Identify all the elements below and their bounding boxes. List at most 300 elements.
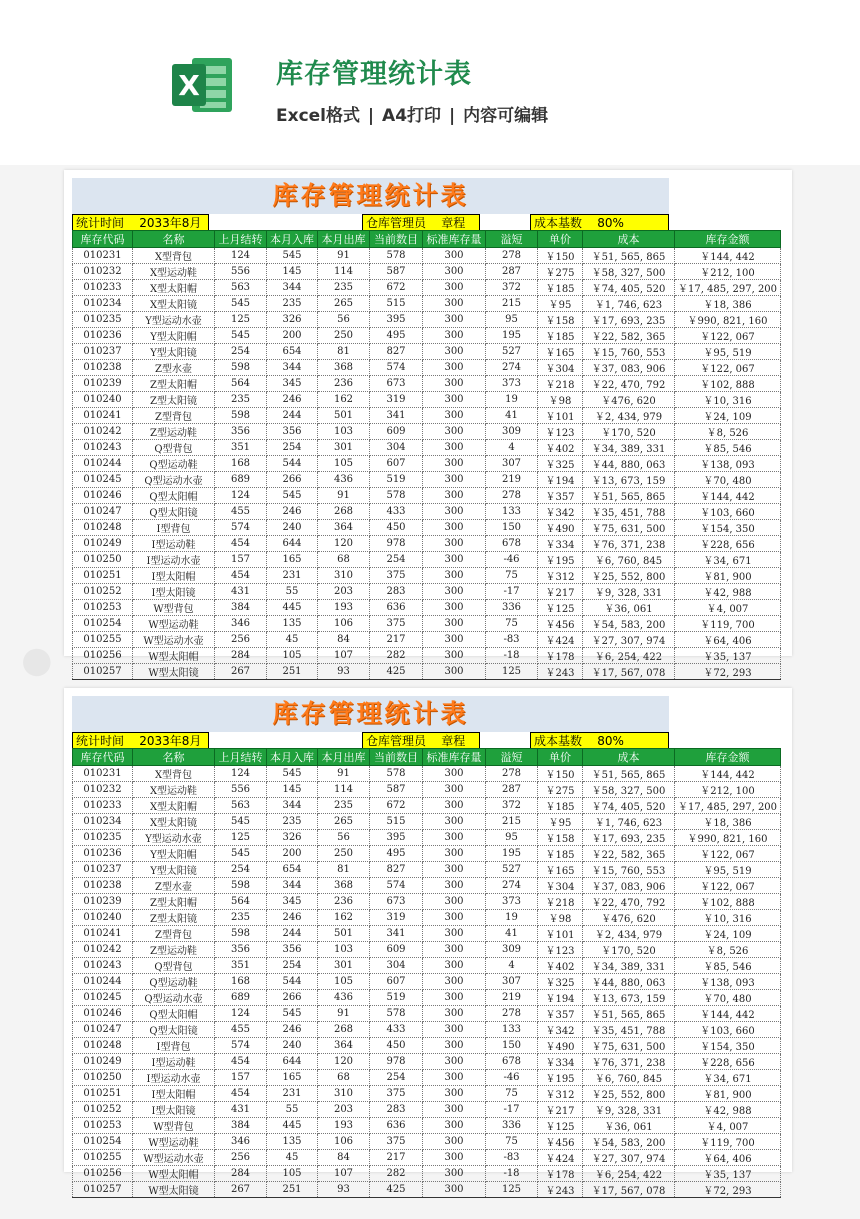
table-cell: I型运动水壶 bbox=[133, 1070, 215, 1086]
table-cell: ￥990, 821, 160 bbox=[675, 830, 781, 846]
table-cell: 010251 bbox=[73, 1086, 133, 1102]
table-cell: Z型太阳帽 bbox=[133, 376, 215, 392]
table-cell: 81 bbox=[318, 344, 370, 360]
table-cell: 300 bbox=[423, 958, 486, 974]
table-cell: 010244 bbox=[73, 456, 133, 472]
table-cell: ￥35, 451, 788 bbox=[583, 504, 675, 520]
table-cell: ￥154, 350 bbox=[675, 520, 781, 536]
table-cell: ￥342 bbox=[538, 504, 583, 520]
table-cell: 010251 bbox=[73, 568, 133, 584]
table-cell: 200 bbox=[267, 846, 318, 862]
table-cell: ￥125 bbox=[538, 1118, 583, 1134]
table-cell: ￥51, 565, 865 bbox=[583, 1006, 675, 1022]
table-cell: W型背包 bbox=[133, 600, 215, 616]
table-cell: ￥9, 328, 331 bbox=[583, 1102, 675, 1118]
column-header: 本月出库 bbox=[318, 231, 370, 248]
table-cell: 75 bbox=[486, 616, 538, 632]
table-cell: ￥342 bbox=[538, 1022, 583, 1038]
table-cell: 364 bbox=[318, 1038, 370, 1054]
table-cell: 545 bbox=[215, 328, 267, 344]
table-row bbox=[73, 926, 781, 942]
table-header-row bbox=[73, 749, 781, 766]
table-cell: ￥476, 620 bbox=[583, 910, 675, 926]
table-cell: 010233 bbox=[73, 798, 133, 814]
table-cell: 125 bbox=[215, 830, 267, 846]
table-cell: 157 bbox=[215, 552, 267, 568]
table-cell: 978 bbox=[370, 536, 423, 552]
table-cell: ￥27, 307, 974 bbox=[583, 632, 675, 648]
table-cell: Y型太阳镜 bbox=[133, 862, 215, 878]
table-cell: 445 bbox=[267, 600, 318, 616]
table-cell: 351 bbox=[215, 958, 267, 974]
table-cell: W型太阳帽 bbox=[133, 648, 215, 664]
table-cell: 375 bbox=[370, 1086, 423, 1102]
table-cell: ￥125 bbox=[538, 600, 583, 616]
table-cell: 135 bbox=[267, 1134, 318, 1150]
table-cell: ￥456 bbox=[538, 616, 583, 632]
period-field: 统计时间 2033年8月 bbox=[72, 214, 209, 231]
table-cell: 010239 bbox=[73, 894, 133, 910]
table-cell: 010245 bbox=[73, 990, 133, 1006]
sheet-page-2 bbox=[64, 688, 792, 1197]
table-cell: ￥334 bbox=[538, 1054, 583, 1070]
table-cell: 336 bbox=[486, 1118, 538, 1134]
table-cell: ￥37, 083, 906 bbox=[583, 360, 675, 376]
table-cell: 133 bbox=[486, 504, 538, 520]
table-cell: ￥64, 406 bbox=[675, 1150, 781, 1166]
table-row bbox=[73, 632, 781, 648]
column-header: 单价 bbox=[538, 749, 583, 766]
table-cell: 010255 bbox=[73, 1150, 133, 1166]
table-cell: -18 bbox=[486, 648, 538, 664]
table-cell: ￥424 bbox=[538, 1150, 583, 1166]
table-cell: 010242 bbox=[73, 942, 133, 958]
table-row bbox=[73, 766, 781, 782]
table-cell: 282 bbox=[370, 1166, 423, 1182]
table-cell: 300 bbox=[423, 782, 486, 798]
table-cell: 345 bbox=[267, 376, 318, 392]
table-cell: 75 bbox=[486, 1086, 538, 1102]
table-cell: ￥25, 552, 800 bbox=[583, 568, 675, 584]
table-cell: 150 bbox=[486, 1038, 538, 1054]
table-row bbox=[73, 990, 781, 1006]
table-cell: ￥75, 631, 500 bbox=[583, 1038, 675, 1054]
table-cell: Z型水壶 bbox=[133, 360, 215, 376]
table-cell: 578 bbox=[370, 248, 423, 264]
table-cell: 501 bbox=[318, 926, 370, 942]
table-cell: 300 bbox=[423, 328, 486, 344]
table-cell: ￥35, 137 bbox=[675, 1166, 781, 1182]
table-row bbox=[73, 1054, 781, 1070]
table-cell: 344 bbox=[267, 798, 318, 814]
table-cell: ￥24, 109 bbox=[675, 408, 781, 424]
table-cell: 578 bbox=[370, 1006, 423, 1022]
table-row bbox=[73, 344, 781, 360]
column-header: 本月入库 bbox=[267, 749, 318, 766]
table-cell: 103 bbox=[318, 942, 370, 958]
table-cell: 235 bbox=[267, 296, 318, 312]
table-cell: ￥424 bbox=[538, 632, 583, 648]
table-cell: Y型运动水壶 bbox=[133, 312, 215, 328]
table-cell: 372 bbox=[486, 798, 538, 814]
table-cell: 310 bbox=[318, 1086, 370, 1102]
table-cell: 84 bbox=[318, 1150, 370, 1166]
table-cell: ￥144, 442 bbox=[675, 248, 781, 264]
table-row bbox=[73, 376, 781, 392]
table-cell: 010247 bbox=[73, 504, 133, 520]
table-cell: ￥138, 093 bbox=[675, 974, 781, 990]
table-cell: 278 bbox=[486, 766, 538, 782]
table-cell: I型背包 bbox=[133, 520, 215, 536]
table-row bbox=[73, 1102, 781, 1118]
table-cell: 356 bbox=[267, 942, 318, 958]
table-cell: ￥275 bbox=[538, 264, 583, 280]
table-cell: ￥456 bbox=[538, 1134, 583, 1150]
column-header: 成本 bbox=[583, 749, 675, 766]
table-cell: 95 bbox=[486, 830, 538, 846]
table-cell: 41 bbox=[486, 408, 538, 424]
table-cell: 300 bbox=[423, 584, 486, 600]
table-cell: ￥185 bbox=[538, 280, 583, 296]
table-cell: 301 bbox=[318, 440, 370, 456]
table-cell: ￥275 bbox=[538, 782, 583, 798]
table-cell: 545 bbox=[267, 488, 318, 504]
inventory-table bbox=[72, 230, 781, 680]
table-cell: 300 bbox=[423, 376, 486, 392]
table-cell: Q型太阳镜 bbox=[133, 1022, 215, 1038]
table-cell: ￥312 bbox=[538, 1086, 583, 1102]
table-cell: ￥122, 067 bbox=[675, 878, 781, 894]
table-cell: Z型水壶 bbox=[133, 878, 215, 894]
table-cell: ￥54, 583, 200 bbox=[583, 1134, 675, 1150]
table-cell: 010253 bbox=[73, 600, 133, 616]
table-cell: 010254 bbox=[73, 616, 133, 632]
table-cell: 607 bbox=[370, 974, 423, 990]
table-cell: Z型太阳帽 bbox=[133, 894, 215, 910]
table-cell: ￥6, 760, 845 bbox=[583, 1070, 675, 1086]
table-cell: 106 bbox=[318, 1134, 370, 1150]
table-cell: 300 bbox=[423, 536, 486, 552]
table-cell: ￥217 bbox=[538, 1102, 583, 1118]
table-cell: ￥402 bbox=[538, 440, 583, 456]
table-cell: 574 bbox=[370, 878, 423, 894]
table-cell: ￥17, 693, 235 bbox=[583, 830, 675, 846]
table-row bbox=[73, 456, 781, 472]
table-cell: 578 bbox=[370, 766, 423, 782]
table-cell: 168 bbox=[215, 456, 267, 472]
table-cell: -17 bbox=[486, 584, 538, 600]
table-cell: 231 bbox=[267, 568, 318, 584]
table-cell: ￥17, 693, 235 bbox=[583, 312, 675, 328]
table-cell: ￥178 bbox=[538, 648, 583, 664]
table-row bbox=[73, 1150, 781, 1166]
table-cell: ￥76, 371, 238 bbox=[583, 536, 675, 552]
table-cell: 563 bbox=[215, 798, 267, 814]
table-cell: 215 bbox=[486, 296, 538, 312]
table-cell: 010240 bbox=[73, 392, 133, 408]
table-cell: 120 bbox=[318, 1054, 370, 1070]
table-cell: 445 bbox=[267, 1118, 318, 1134]
table-cell: ￥144, 442 bbox=[675, 766, 781, 782]
table-cell: ￥144, 442 bbox=[675, 1006, 781, 1022]
table-cell: 284 bbox=[215, 648, 267, 664]
table-cell: 495 bbox=[370, 846, 423, 862]
table-cell: ￥85, 546 bbox=[675, 440, 781, 456]
table-cell: ￥217 bbox=[538, 584, 583, 600]
table-cell: ￥218 bbox=[538, 376, 583, 392]
table-cell: 300 bbox=[423, 280, 486, 296]
table-cell: 436 bbox=[318, 472, 370, 488]
table-cell: ￥15, 760, 553 bbox=[583, 344, 675, 360]
table-cell: 300 bbox=[423, 990, 486, 1006]
table-cell: 010243 bbox=[73, 958, 133, 974]
table-row bbox=[73, 360, 781, 376]
table-row bbox=[73, 312, 781, 328]
sheet-banner-title: 库存管理统计表 bbox=[72, 178, 669, 214]
period-field: 统计时间 2033年8月 bbox=[72, 732, 209, 749]
table-cell: 300 bbox=[423, 456, 486, 472]
table-row bbox=[73, 1070, 781, 1086]
table-cell: 501 bbox=[318, 408, 370, 424]
table-row bbox=[73, 424, 781, 440]
page-title: 库存管理统计表 bbox=[276, 59, 472, 90]
table-cell: 300 bbox=[423, 616, 486, 632]
table-cell: 246 bbox=[267, 392, 318, 408]
table-cell: 41 bbox=[486, 926, 538, 942]
table-cell: 326 bbox=[267, 830, 318, 846]
table-cell: 654 bbox=[267, 862, 318, 878]
table-cell: 162 bbox=[318, 910, 370, 926]
table-cell: 010240 bbox=[73, 910, 133, 926]
table-cell: 556 bbox=[215, 782, 267, 798]
page-header bbox=[0, 0, 860, 165]
table-row bbox=[73, 296, 781, 312]
table-cell: 91 bbox=[318, 488, 370, 504]
table-cell: ￥312 bbox=[538, 568, 583, 584]
table-row bbox=[73, 648, 781, 664]
svg-text:X: X bbox=[178, 69, 200, 102]
table-cell: 304 bbox=[370, 958, 423, 974]
table-cell: ￥4, 007 bbox=[675, 600, 781, 616]
table-cell: 107 bbox=[318, 1166, 370, 1182]
table-cell: 010245 bbox=[73, 472, 133, 488]
table-cell: 010257 bbox=[73, 1182, 133, 1198]
table-cell: 010237 bbox=[73, 862, 133, 878]
table-cell: 300 bbox=[423, 344, 486, 360]
table-cell: 556 bbox=[215, 264, 267, 280]
table-cell: ￥304 bbox=[538, 360, 583, 376]
table-cell: 364 bbox=[318, 520, 370, 536]
table-cell: ￥35, 137 bbox=[675, 648, 781, 664]
table-cell: 203 bbox=[318, 1102, 370, 1118]
table-cell: 68 bbox=[318, 552, 370, 568]
table-cell: 278 bbox=[486, 488, 538, 504]
table-cell: 145 bbox=[267, 264, 318, 280]
table-cell: 587 bbox=[370, 782, 423, 798]
table-cell: ￥36, 061 bbox=[583, 600, 675, 616]
table-row bbox=[73, 584, 781, 600]
table-cell: 300 bbox=[423, 424, 486, 440]
table-cell: ￥10, 316 bbox=[675, 392, 781, 408]
table-cell: W型背包 bbox=[133, 1118, 215, 1134]
table-cell: ￥72, 293 bbox=[675, 1182, 781, 1198]
table-cell: 124 bbox=[215, 766, 267, 782]
column-header: 成本 bbox=[583, 231, 675, 248]
table-cell: ￥34, 389, 331 bbox=[583, 440, 675, 456]
table-cell: 254 bbox=[370, 1070, 423, 1086]
table-cell: ￥2, 434, 979 bbox=[583, 926, 675, 942]
table-cell: ￥74, 405, 520 bbox=[583, 798, 675, 814]
table-cell: ￥76, 371, 238 bbox=[583, 1054, 675, 1070]
table-cell: 598 bbox=[215, 878, 267, 894]
table-cell: I型背包 bbox=[133, 1038, 215, 1054]
table-cell: 689 bbox=[215, 472, 267, 488]
table-cell: 607 bbox=[370, 456, 423, 472]
table-cell: 010255 bbox=[73, 632, 133, 648]
table-cell: 91 bbox=[318, 766, 370, 782]
table-cell: 250 bbox=[318, 328, 370, 344]
table-row bbox=[73, 520, 781, 536]
table-cell: 578 bbox=[370, 488, 423, 504]
table-cell: 55 bbox=[267, 1102, 318, 1118]
table-cell: ￥44, 880, 063 bbox=[583, 456, 675, 472]
table-cell: ￥34, 671 bbox=[675, 1070, 781, 1086]
table-cell: 336 bbox=[486, 600, 538, 616]
table-cell: 609 bbox=[370, 424, 423, 440]
column-header: 当前数目 bbox=[370, 231, 423, 248]
table-cell: 300 bbox=[423, 520, 486, 536]
table-cell: 254 bbox=[215, 862, 267, 878]
table-cell: -83 bbox=[486, 1150, 538, 1166]
table-cell: ￥37, 083, 906 bbox=[583, 878, 675, 894]
table-cell: ￥4, 007 bbox=[675, 1118, 781, 1134]
table-cell: ￥228, 656 bbox=[675, 536, 781, 552]
table-cell: 010235 bbox=[73, 312, 133, 328]
table-cell: W型运动鞋 bbox=[133, 1134, 215, 1150]
table-cell: 598 bbox=[215, 360, 267, 376]
table-cell: 265 bbox=[318, 814, 370, 830]
table-cell: 114 bbox=[318, 782, 370, 798]
table-cell: 010236 bbox=[73, 846, 133, 862]
table-cell: ￥102, 888 bbox=[675, 894, 781, 910]
table-cell: 673 bbox=[370, 376, 423, 392]
table-cell: 246 bbox=[267, 504, 318, 520]
table-cell: 254 bbox=[215, 344, 267, 360]
table-cell: 91 bbox=[318, 248, 370, 264]
table-cell: ￥122, 067 bbox=[675, 360, 781, 376]
column-header: 上月结转 bbox=[215, 749, 267, 766]
table-row bbox=[73, 392, 781, 408]
table-cell: 010232 bbox=[73, 264, 133, 280]
table-cell: -18 bbox=[486, 1166, 538, 1182]
table-cell: 266 bbox=[267, 472, 318, 488]
table-cell: 56 bbox=[318, 312, 370, 328]
table-cell: ￥27, 307, 974 bbox=[583, 1150, 675, 1166]
table-cell: 636 bbox=[370, 1118, 423, 1134]
column-header: 名称 bbox=[133, 749, 215, 766]
table-cell: 395 bbox=[370, 830, 423, 846]
table-cell: 244 bbox=[267, 926, 318, 942]
table-cell: 266 bbox=[267, 990, 318, 1006]
table-cell: 395 bbox=[370, 312, 423, 328]
table-row bbox=[73, 1086, 781, 1102]
table-row bbox=[73, 782, 781, 798]
table-cell: 45 bbox=[267, 1150, 318, 1166]
table-cell: W型运动鞋 bbox=[133, 616, 215, 632]
table-row bbox=[73, 1006, 781, 1022]
table-cell: 300 bbox=[423, 1022, 486, 1038]
table-cell: ￥212, 100 bbox=[675, 264, 781, 280]
table-cell: ￥22, 582, 365 bbox=[583, 328, 675, 344]
table-cell: 105 bbox=[267, 1166, 318, 1182]
table-cell: ￥17, 567, 078 bbox=[583, 1182, 675, 1198]
table-cell: 010253 bbox=[73, 1118, 133, 1134]
table-cell: W型运动水壶 bbox=[133, 1150, 215, 1166]
table-cell: 300 bbox=[423, 440, 486, 456]
table-cell: 235 bbox=[215, 910, 267, 926]
table-cell: 010238 bbox=[73, 878, 133, 894]
table-cell: 240 bbox=[267, 1038, 318, 1054]
table-cell: 372 bbox=[486, 280, 538, 296]
table-cell: 010246 bbox=[73, 1006, 133, 1022]
table-cell: ￥476, 620 bbox=[583, 392, 675, 408]
table-cell: W型太阳帽 bbox=[133, 1166, 215, 1182]
table-cell: 307 bbox=[486, 974, 538, 990]
table-cell: ￥17, 485, 297, 200 bbox=[675, 280, 781, 296]
table-cell: 433 bbox=[370, 504, 423, 520]
table-cell: 495 bbox=[370, 328, 423, 344]
table-cell: 644 bbox=[267, 1054, 318, 1070]
table-cell: ￥138, 093 bbox=[675, 456, 781, 472]
table-row bbox=[73, 1134, 781, 1150]
table-cell: 827 bbox=[370, 344, 423, 360]
manager-field: 仓库管理员 章程 bbox=[362, 732, 480, 749]
table-cell: 219 bbox=[486, 990, 538, 1006]
table-cell: ￥334 bbox=[538, 536, 583, 552]
column-header: 库存代码 bbox=[73, 231, 133, 248]
cost-base-field: 成本基数 80% bbox=[530, 214, 669, 231]
table-cell: 95 bbox=[486, 312, 538, 328]
table-cell: 300 bbox=[423, 1038, 486, 1054]
column-header: 库存金额 bbox=[675, 749, 781, 766]
table-cell: ￥185 bbox=[538, 328, 583, 344]
column-header: 标准库存量 bbox=[423, 231, 486, 248]
table-cell: ￥122, 067 bbox=[675, 846, 781, 862]
table-cell: ￥194 bbox=[538, 990, 583, 1006]
table-cell: 165 bbox=[267, 1070, 318, 1086]
table-cell: 574 bbox=[215, 1038, 267, 1054]
table-cell: 300 bbox=[423, 264, 486, 280]
table-cell: 250 bbox=[318, 846, 370, 862]
table-cell: 106 bbox=[318, 616, 370, 632]
table-cell: W型运动水壶 bbox=[133, 632, 215, 648]
table-cell: ￥24, 109 bbox=[675, 926, 781, 942]
table-cell: Q型背包 bbox=[133, 958, 215, 974]
table-row bbox=[73, 552, 781, 568]
column-header: 库存金额 bbox=[675, 231, 781, 248]
table-cell: Y型运动水壶 bbox=[133, 830, 215, 846]
table-cell: 519 bbox=[370, 990, 423, 1006]
table-cell: 010254 bbox=[73, 1134, 133, 1150]
table-row bbox=[73, 974, 781, 990]
table-cell: 010248 bbox=[73, 520, 133, 536]
table-cell: ￥6, 760, 845 bbox=[583, 552, 675, 568]
table-cell: ￥17, 567, 078 bbox=[583, 664, 675, 680]
table-cell: ￥123 bbox=[538, 424, 583, 440]
table-cell: 300 bbox=[423, 894, 486, 910]
table-cell: 356 bbox=[215, 424, 267, 440]
table-cell: 300 bbox=[423, 1134, 486, 1150]
